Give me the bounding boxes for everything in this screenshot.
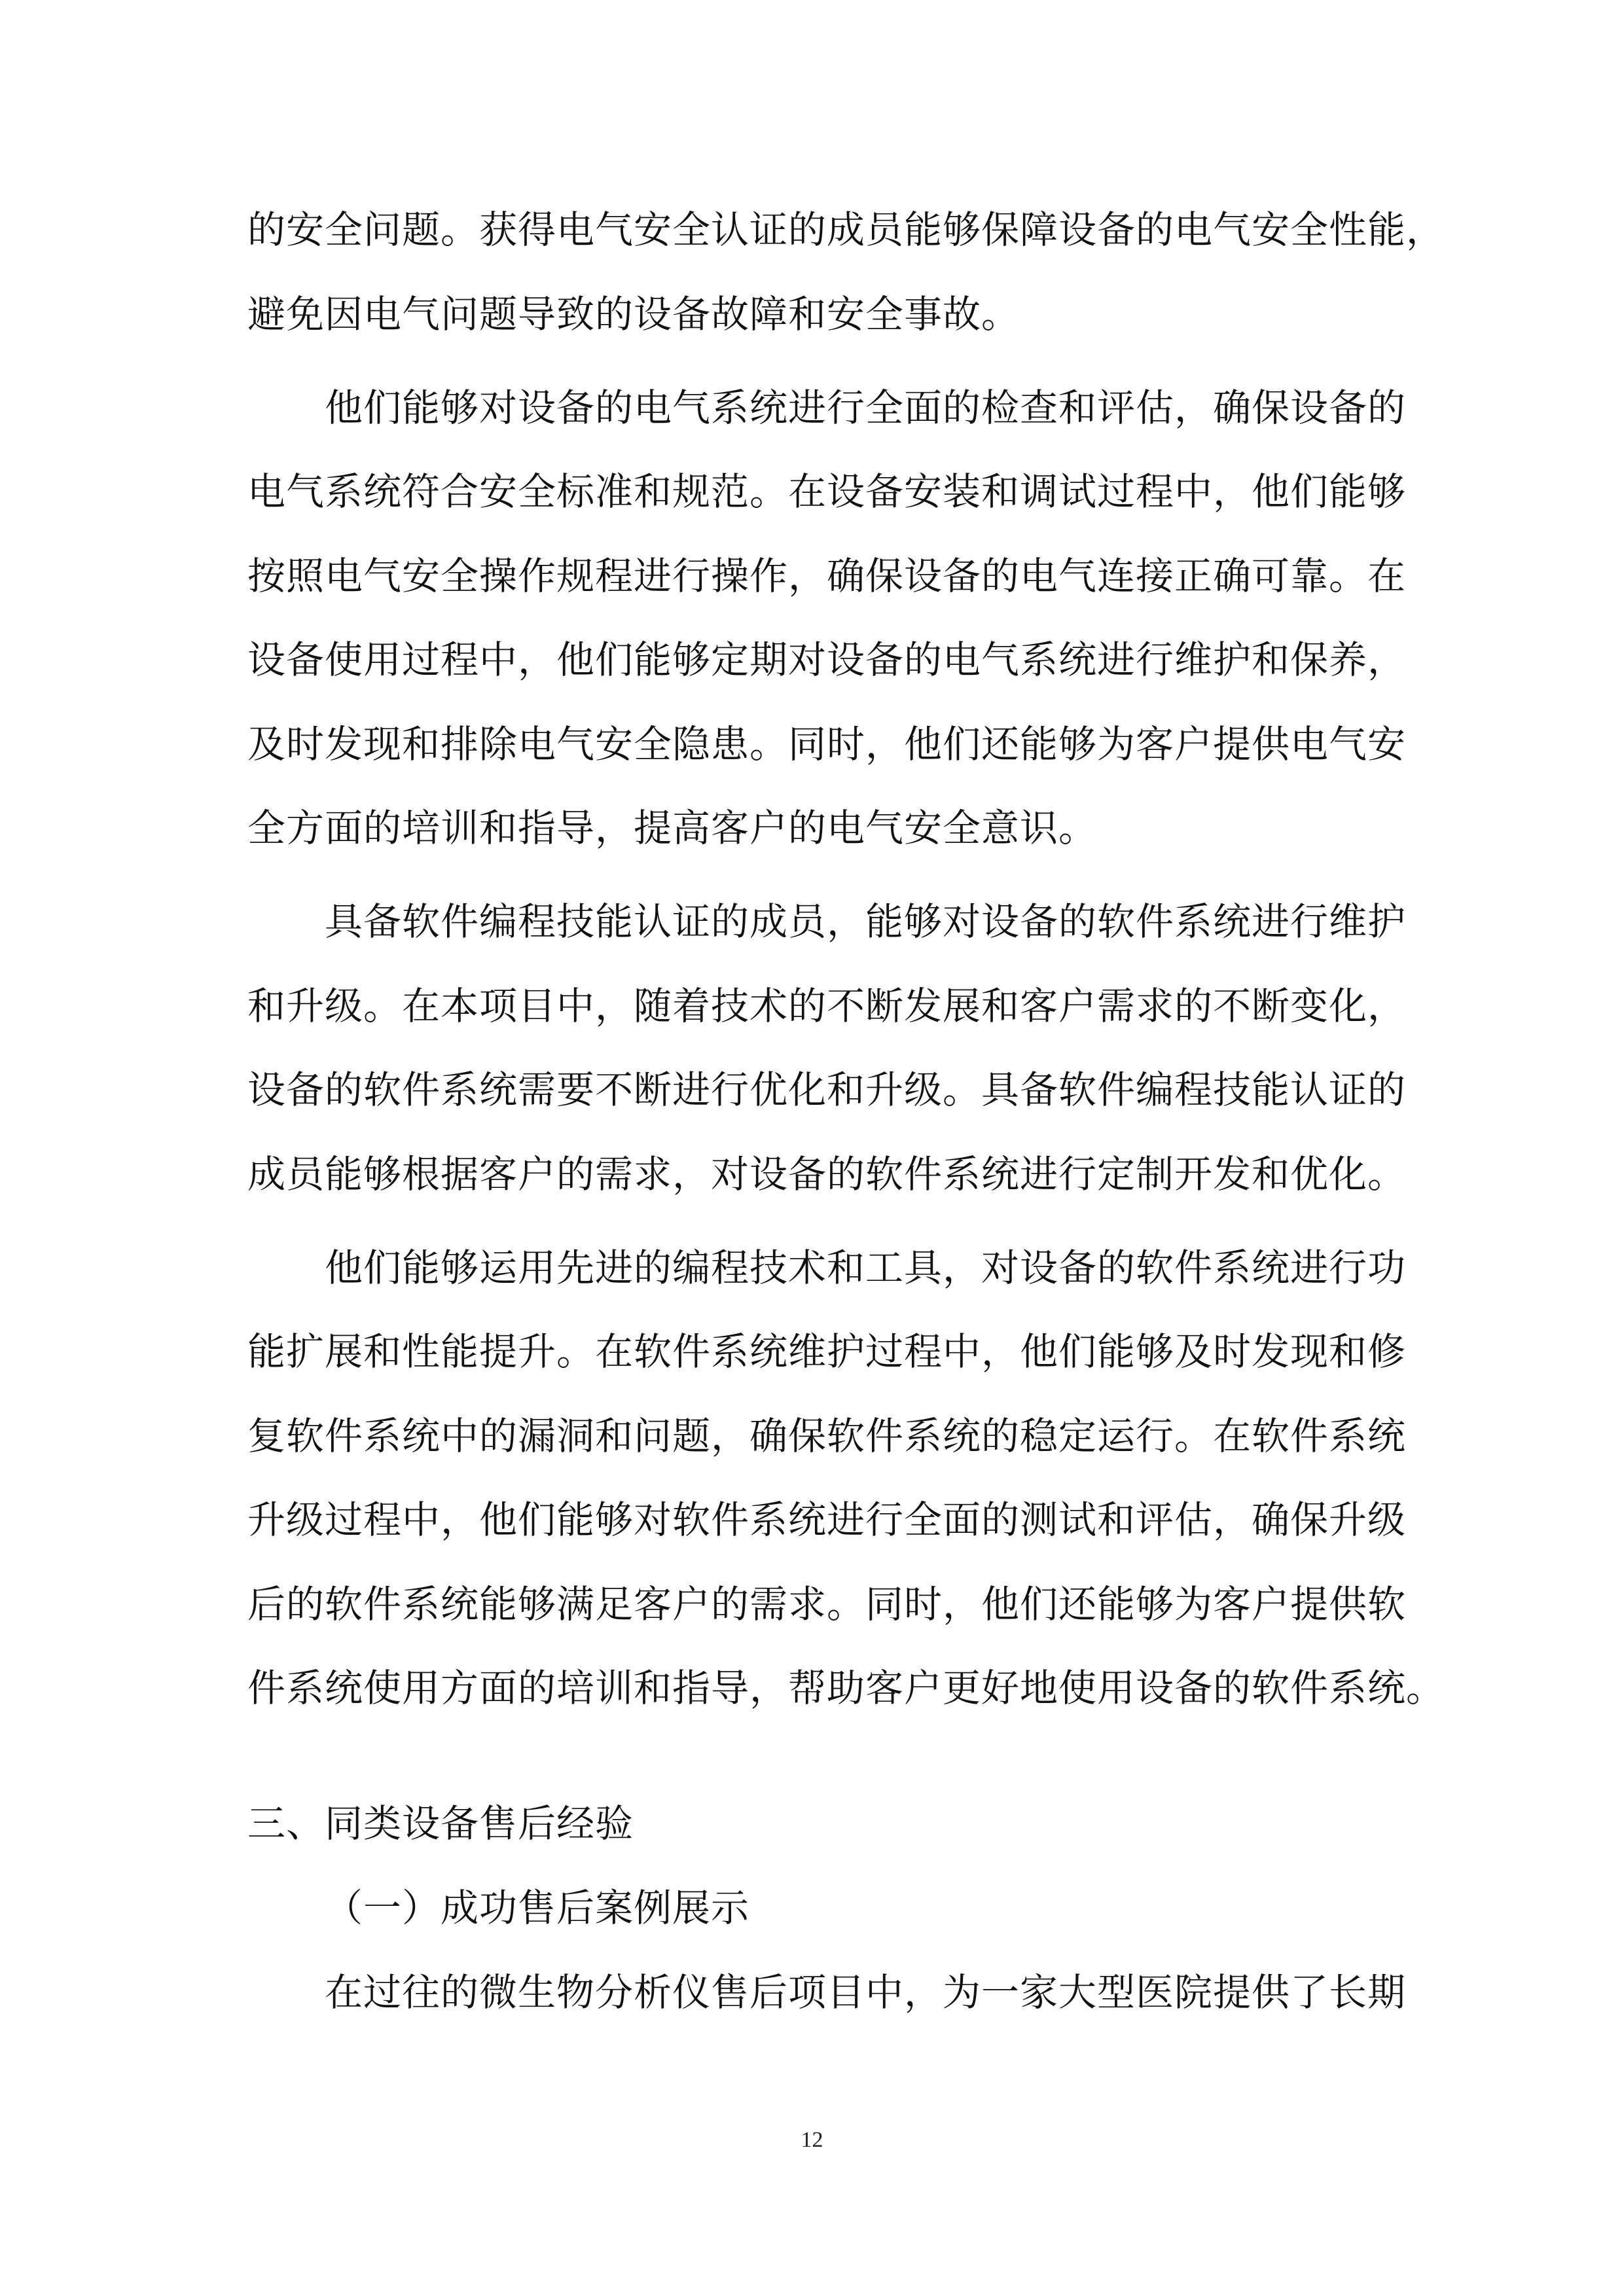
- text-line: 和升级。在本项目中，随着技术的不断发展和客户需求的不断变化，: [247, 984, 1407, 1028]
- text-line: 升级过程中，他们能够对软件系统进行全面的测试和评估，确保升级: [247, 1498, 1407, 1542]
- page-number: 12: [801, 2128, 823, 2152]
- text-line: 他们能够对设备的电气系统进行全面的检查和评估，确保设备的: [325, 386, 1407, 430]
- text-line: 件系统使用方面的培训和指导，帮助客户更好地使用设备的软件系统。: [247, 1666, 1445, 1710]
- text-line: 能扩展和性能提升。在软件系统维护过程中，他们能够及时发现和修: [247, 1329, 1407, 1374]
- text-line: 成员能够根据客户的需求，对设备的软件系统进行定制开发和优化。: [247, 1152, 1407, 1196]
- section-heading: 三、同类设备售后经验: [247, 1801, 634, 1846]
- text-line: 电气系统符合安全标准和规范。在设备安装和调试过程中，他们能够: [247, 469, 1407, 514]
- text-line: 在过往的微生物分析仪售后项目中，为一家大型医院提供了长期: [325, 1970, 1407, 2015]
- text-line: 按照电气安全操作规程进行操作，确保设备的电气连接正确可靠。在: [247, 554, 1407, 598]
- text-line: 设备的软件系统需要不断进行优化和升级。具备软件编程技能认证的: [247, 1067, 1407, 1112]
- text-line: 的安全问题。获得电气安全认证的成员能够保障设备的电气安全性能，: [247, 207, 1445, 252]
- text-line: 他们能够运用先进的编程技术和工具，对设备的软件系统进行功: [325, 1246, 1407, 1290]
- text-line: 复软件系统中的漏洞和问题，确保软件系统的稳定运行。在软件系统: [247, 1414, 1407, 1458]
- text-line: 避免因电气问题导致的设备故障和安全事故。: [247, 292, 1020, 336]
- text-line: 全方面的培训和指导，提高客户的电气安全意识。: [247, 806, 1098, 850]
- text-line: 及时发现和排除电气安全隐患。同时，他们还能够为客户提供电气安: [247, 722, 1407, 766]
- text-line: 具备软件编程技能认证的成员，能够对设备的软件系统进行维护: [325, 899, 1407, 944]
- text-line: 后的软件系统能够满足客户的需求。同时，他们还能够为客户提供软: [247, 1582, 1407, 1626]
- text-line: 设备使用过程中，他们能够定期对设备的电气系统进行维护和保养，: [247, 637, 1407, 682]
- subsection-heading: （一）成功售后案例展示: [325, 1886, 750, 1930]
